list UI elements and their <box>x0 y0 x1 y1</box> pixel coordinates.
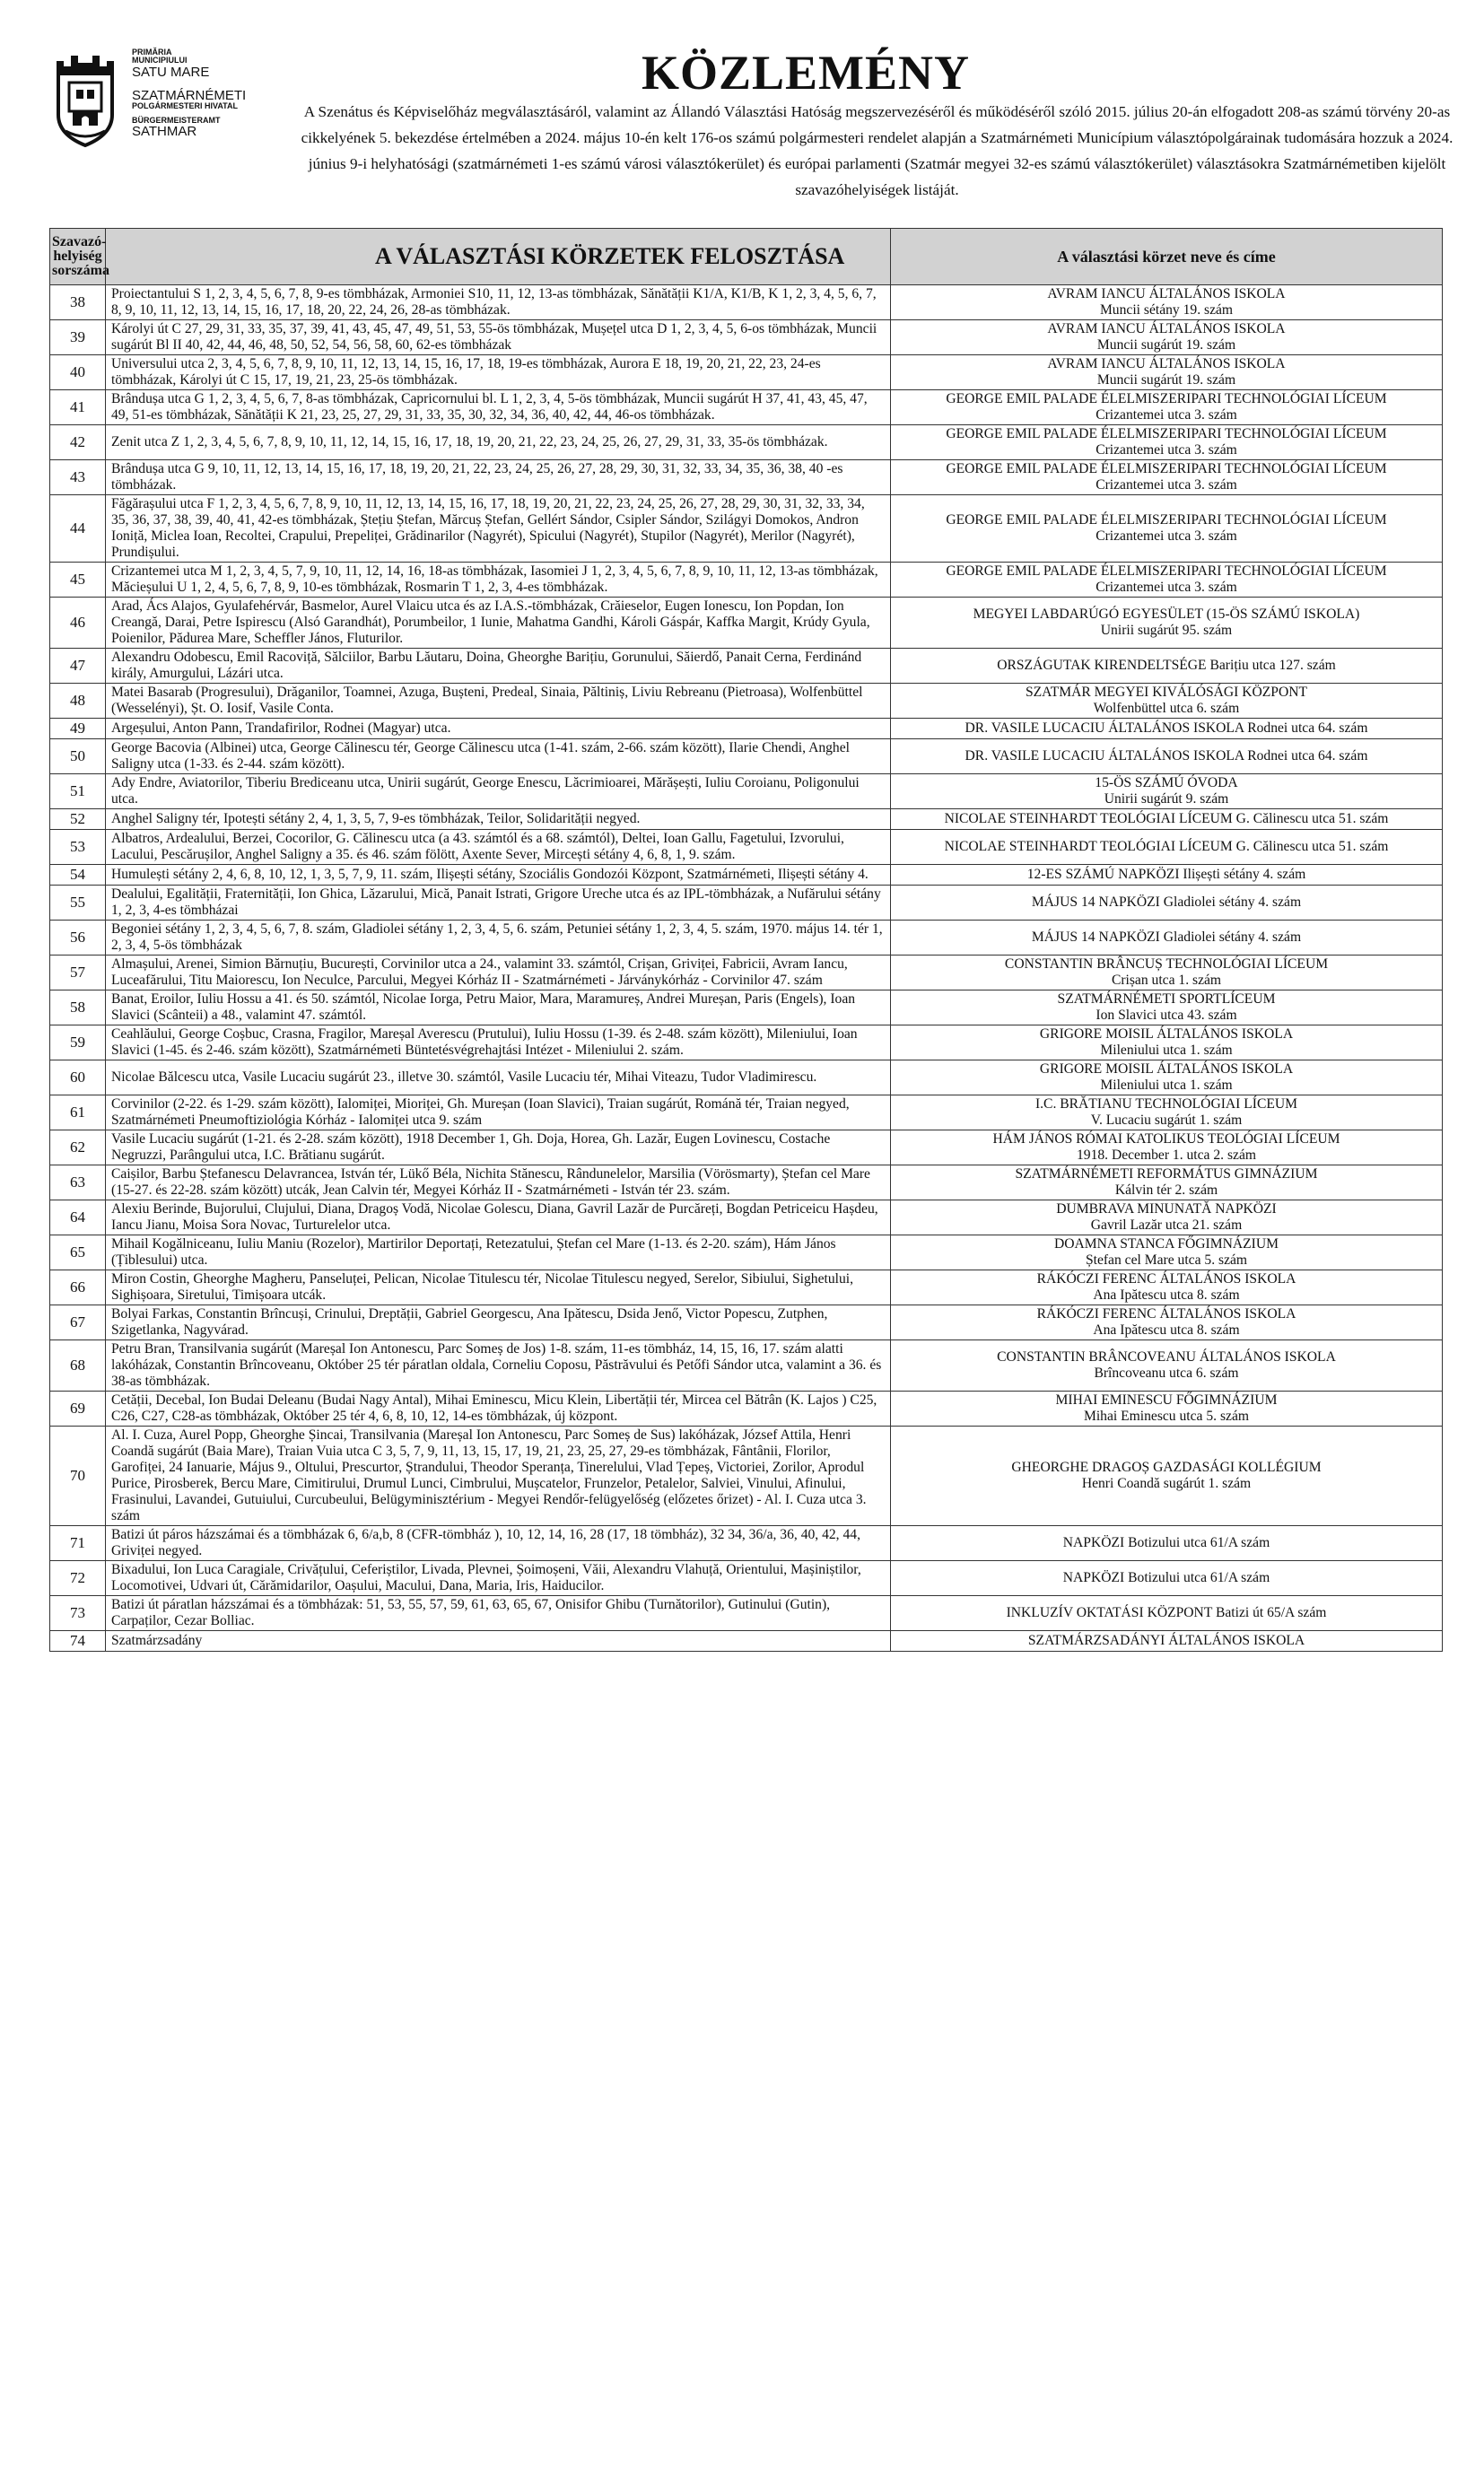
station-center <box>891 1130 1443 1165</box>
table-row <box>50 1340 1443 1392</box>
station-center <box>891 990 1443 1025</box>
center-name: NAPKÖZI Botizului utca 61/A szám <box>1062 1570 1270 1585</box>
station-center <box>891 460 1443 495</box>
station-streets: George Bacovia (Albinei) utca, George Călinescu tér, George Călinescu utca (1-41. szám, 2-66. szám között), Ilarie Chendi, Anghel Saligny utca (1-33. és 2-44. szám között). <box>106 739 891 774</box>
station-streets: Cetății, Decebal, Ion Budai Deleanu (Budai Nagy Antal), Mihai Eminescu, Micu Klein, Libertății tér, Mircea cel Bătrân (K. Lajos ) C25, C26, C27, C28-as tömbházak, Október 25 tér 4, 6, 8, 10, 12, 14-es tömbházak, új központ. <box>106 1392 891 1427</box>
center-name: GEORGE EMIL PALADE ÉLELMISZERIPARI TECHNOLÓGIAI LÍCEUM <box>946 391 1387 406</box>
table-row <box>50 355 1443 390</box>
station-number: 65 <box>50 1235 106 1270</box>
table-row <box>50 774 1443 809</box>
center-address: Wolfenbüttel utca 6. szám <box>1093 701 1240 716</box>
station-center <box>891 886 1443 921</box>
station-number: 57 <box>50 956 106 990</box>
station-number: 60 <box>50 1060 106 1095</box>
station-center <box>891 1340 1443 1392</box>
center-address: Ana Ipătescu utca 8. szám <box>1093 1322 1240 1338</box>
logo-text <box>132 48 246 139</box>
station-number: 41 <box>50 390 106 425</box>
column-header-center: A választási körzet neve és címe <box>891 229 1443 285</box>
station-number: 52 <box>50 809 106 830</box>
center-address: Henri Coandă sugárút 1. szám <box>1081 1476 1252 1491</box>
station-number: 39 <box>50 320 106 355</box>
station-center <box>891 285 1443 320</box>
center-address: Crizantemei utca 3. szám <box>1096 528 1237 544</box>
station-streets: Corvinilor (2-22. és 1-29. szám között), Ialomiței, Mioriței, Gh. Mureșan (Ioan Slavici), Traian sugárút, Románă tér, Traian negyed, Szatmárnémeti Pneumoftiziológia Kórház - Ialomiței utca 9. szám <box>106 1095 891 1130</box>
intro-paragraph: A Szenátus és Képviselőház megválasztásáról, valamint az Állandó Választási Hatóság megszervezéséről és működéséről szóló 2015. július 20-án elfogadott 208-as számú törvény 20-as cikkelyének 5. bekezdése értelmében a 2024. május 10-én kelt 176-os számú polgármesteri rendelet alapján a Szatmárnémeti Municípium választópolgárainak tudomására hozzuk a 2024. június 9-i helyhatósági (szatmárnémeti 1-es számú városi választókerület) és európai parlamenti (Szatmár megyei 32-es számú választókerület) választásokra Szatmárnémetiben kijelölt szavazóhelyiségek listáját. <box>301 103 1453 198</box>
station-number: 48 <box>50 684 106 719</box>
station-streets: Banat, Eroilor, Iuliu Hossu a 41. és 50. számtól, Nicolae Iorga, Petru Maior, Mara, Maramureș, Andrei Mureșan, Paris (Engels), Ioan Slavici (Scânteii) a 48., valamint 47. számtól. <box>106 990 891 1025</box>
logo-line: MUNICIPIULUI <box>132 56 188 65</box>
table-row <box>50 1427 1443 1526</box>
center-address: Kálvin tér 2. szám <box>1114 1182 1218 1198</box>
station-center <box>891 649 1443 684</box>
center-name: GRIGORE MOISIL ÁLTALÁNOS ISKOLA <box>1039 1061 1294 1077</box>
station-number: 46 <box>50 598 106 649</box>
station-center <box>891 809 1443 830</box>
station-number: 58 <box>50 990 106 1025</box>
center-name: SZATMÁR MEGYEI KIVÁLÓSÁGI KÖZPONT <box>1025 685 1308 700</box>
table-row <box>50 1631 1443 1652</box>
center-name: MIHAI EMINESCU FŐGIMNÁZIUM <box>1055 1392 1278 1408</box>
station-center <box>891 320 1443 355</box>
table-row <box>50 598 1443 649</box>
station-center <box>891 1025 1443 1060</box>
center-name: INKLUZÍV OKTATÁSI KÖZPONT Batizi út 65/A szám <box>1006 1605 1327 1620</box>
station-streets: Brândușa utca G 1, 2, 3, 4, 5, 6, 7, 8-as tömbházak, Capricornului bl. L 1, 2, 3, 4, 5-ös tömbházak, Muncii sugárút H 37, 41, 43, 45, 47, 49, 51-es tömbházak, Sănătății K 21, 23, 25, 27, 29, 31, 33, 35, 30, 32, 34, 36, 40, 42, 44, 46-os tömbházak. <box>106 390 891 425</box>
table-row <box>50 1200 1443 1235</box>
center-address: Ion Slavici utca 43. szám <box>1096 1008 1237 1023</box>
station-streets: Al. I. Cuza, Aurel Popp, Gheorghe Șincai, Transilvania (Mareșal Ion Antonescu, Parc Someș de Sus) lakóházak, József Attila, Henri Coandă sugárút (Baia Mare), Traian Vuia utca C 3, 5, 7, 9, 11, 13, 15, 17, 19, 21, 23, 25, 27, 29-es tömbházak, Fântânii, Florilor, Garofiței, 24 Ianuarie, Május 9., Oltului, Prescurtor, Ștrandului, Theodor Speranța, Tinerelului, Vlad Țepeș, Victoriei, Zorilor, Aprodul Purice, Pirosberek, Bercu Mare, Cimitirului, Drumul Lunci, Cimbrului, Mușcatelor, Frunzelor, Petalelor, Salviei, Vinului, Afinului, Frasinului, Lavandei, Gutuiului, Curcubeului, Belügyminisztérium - Megyei Rendőr-felügyelőség (előzetes őrizet) - Al. I. Cuza utca 3. szám <box>106 1427 891 1526</box>
station-center <box>891 956 1443 990</box>
station-center <box>891 1561 1443 1596</box>
station-center <box>891 774 1443 809</box>
table-row <box>50 1165 1443 1200</box>
station-number: 44 <box>50 495 106 563</box>
table-row <box>50 563 1443 598</box>
station-number: 53 <box>50 830 106 865</box>
center-name: MEGYEI LABDARÚGÓ EGYESÜLET (15-ÖS SZÁMÚ ISKOLA) <box>973 606 1360 622</box>
station-center <box>891 563 1443 598</box>
table-row <box>50 1392 1443 1427</box>
station-center <box>891 684 1443 719</box>
center-name: SZATMÁRZSADÁNYI ÁLTALÁNOS ISKOLA <box>1027 1633 1305 1648</box>
center-address: Mileniului utca 1. szám <box>1100 1043 1233 1058</box>
page-title: KÖZLEMÉNY <box>642 46 971 100</box>
table-row <box>50 1526 1443 1561</box>
center-address: Ana Ipătescu utca 8. szám <box>1093 1287 1240 1303</box>
station-center <box>891 1200 1443 1235</box>
center-name: AVRAM IANCU ÁLTALÁNOS ISKOLA <box>1047 286 1286 301</box>
station-streets: Argeșului, Anton Pann, Trandafirilor, Rodnei (Magyar) utca. <box>106 719 891 739</box>
table-row <box>50 990 1443 1025</box>
station-streets: Petru Bran, Transilvania sugárút (Mareșal Ion Antonescu, Parc Someș de Jos) 1-8. szám, 11-es tömbház, 14, 15, 16, 17. szám alatti lakóházak, Constantin Brîncoveanu, Október 25 tér páratlan oldala, Corneliu Coposu, Păstrăvului és Petőfi Sándor utca, valamint a 36. és 38-as tömbházak. <box>106 1340 891 1392</box>
center-address: Muncii sétány 19. szám <box>1099 302 1234 318</box>
station-streets: Humulești sétány 2, 4, 6, 8, 10, 12, 1, 3, 5, 7, 9, 11. szám, Ilișești sétány, Szociális Gondozói Központ, Szatmárnémeti, Ilișești sétány 4. <box>106 865 891 886</box>
center-name: 15-ÖS SZÁMÚ ÓVODA <box>1095 775 1238 790</box>
center-name: DOAMNA STANCA FŐGIMNÁZIUM <box>1053 1236 1279 1252</box>
station-center <box>891 830 1443 865</box>
logo-line: SZATMÁRNÉMETI <box>132 87 247 103</box>
center-name: GEORGE EMIL PALADE ÉLELMISZERIPARI TECHNOLÓGIAI LÍCEUM <box>946 563 1387 579</box>
table-row <box>50 1130 1443 1165</box>
center-name: CONSTANTIN BRÂNCOVEANU ÁLTALÁNOS ISKOLA <box>997 1349 1336 1365</box>
table-header-row <box>50 229 1443 285</box>
center-name: AVRAM IANCU ÁLTALÁNOS ISKOLA <box>1047 356 1286 371</box>
center-name: RÁKÓCZI FERENC ÁLTALÁNOS ISKOLA <box>1036 1271 1296 1287</box>
center-address: Gavril Lazăr utca 21. szám <box>1090 1217 1243 1233</box>
station-number: 42 <box>50 425 106 460</box>
station-streets: Zenit utca Z 1, 2, 3, 4, 5, 6, 7, 8, 9, 10, 11, 12, 14, 15, 16, 17, 18, 19, 20, 21, 22, 23, 24, 25, 26, 27, 29, 31, 33, 35-ös tömbházak. <box>106 425 891 460</box>
station-center <box>891 719 1443 739</box>
station-center <box>891 1305 1443 1340</box>
center-address: Muncii sugárút 19. szám <box>1096 372 1236 388</box>
center-name: DR. VASILE LUCACIU ÁLTALÁNOS ISKOLA Rodnei utca 64. szám <box>965 720 1368 736</box>
station-center <box>891 1631 1443 1652</box>
page-header <box>49 45 1453 224</box>
station-number: 68 <box>50 1340 106 1392</box>
station-streets: Ceahlăului, George Coșbuc, Crasna, Fragilor, Mareșal Averescu (Prutului), Iuliu Hossu (1-39. és 2-48. szám között), Mileniului, Ioan Slavici (1-45. és 2-46. szám között), Szatmárnémeti Büntetésvégrehajtási Intézet - Mileniului 2. szám. <box>106 1025 891 1060</box>
station-number: 72 <box>50 1561 106 1596</box>
table-row <box>50 495 1443 563</box>
station-streets: Almașului, Arenei, Simion Bărnuțiu, București, Corvinilor utca a 24., valamint 33. számtól, Crișan, Griviței, Fabricii, Avram Iancu, Luceafărului, Titu Maiorescu, Ion Neculce, Parcului, Megyei Kórház II - Szatmárnémeti - Járványkórház - Corvinilor 47. szám <box>106 956 891 990</box>
table-row <box>50 1305 1443 1340</box>
station-number: 45 <box>50 563 106 598</box>
station-streets: Brândușa utca G 9, 10, 11, 12, 13, 14, 15, 16, 17, 18, 19, 20, 21, 22, 23, 24, 25, 26, 27, 28, 29, 30, 31, 32, 33, 34, 35, 36, 38, 40 -es tömbházak. <box>106 460 891 495</box>
station-number: 43 <box>50 460 106 495</box>
station-number: 62 <box>50 1130 106 1165</box>
center-name: AVRAM IANCU ÁLTALÁNOS ISKOLA <box>1047 321 1286 336</box>
center-name: NICOLAE STEINHARDT TEOLÓGIAI LÍCEUM G. Călinescu utca 51. szám <box>944 811 1389 826</box>
center-address: Crizantemei utca 3. szám <box>1096 442 1237 458</box>
station-number: 51 <box>50 774 106 809</box>
station-center <box>891 1165 1443 1200</box>
column-header-number: Szavazó-helyiség sorszáma <box>50 229 106 285</box>
center-name: MÁJUS 14 NAPKÖZI Gladiolei sétány 4. szám <box>1031 929 1302 945</box>
station-streets: Albatros, Ardealului, Berzei, Cocorilor, G. Călinescu utca (a 43. számtól és a 68. számtól), Deltei, Ioan Gallu, Fagetului, Izvorului, Lacului, Pescărușilor, Anghel Saligny a 35. és 46. szám fölött, Axente Sever, Mircești sétány 4, 6, 8, 1, 9. szám. <box>106 830 891 865</box>
station-streets: Proiectantului S 1, 2, 3, 4, 5, 6, 7, 8, 9-es tömbházak, Armoniei S10, 11, 12, 13-as tömbházak, Sănătății K1/A, K1/B, K 1, 2, 3, 4, 5, 6, 7, 8, 9, 10, 11, 12, 13, 14, 15, 16, 17, 18, 20, 22, 24, 26, 28-as tömbházak. <box>106 285 891 320</box>
center-name: SZATMÁRNÉMETI SPORTLÍCEUM <box>1057 991 1276 1007</box>
center-name: GHEORGHE DRAGOȘ GAZDASÁGI KOLLÉGIUM <box>1011 1460 1322 1475</box>
station-streets: Făgărașului utca F 1, 2, 3, 4, 5, 6, 7, 8, 9, 10, 11, 12, 13, 14, 15, 16, 17, 18, 19, 20, 21, 22, 23, 24, 25, 26, 27, 28, 29, 30, 31, 32, 33, 34, 35, 36, 37, 38, 39, 40, 41, 42-es tömbházak, Ștețiu Ștefan, Mărcuș Ștefan, Gellért Sándor, Csipler Sándor, Szilágyi Domokos, Andron Ioniță, Miclea Ioan, Recoltei, Crapului, Prepeliței, Grădinarilor (Nagyrét), Spicului (Nagyrét), Stupilor (Nagyrét), Merilor (Nagyrét), Prundișului. <box>106 495 891 563</box>
center-address: Ștefan cel Mare utca 5. szám <box>1085 1252 1248 1268</box>
station-center <box>891 598 1443 649</box>
station-number: 67 <box>50 1305 106 1340</box>
station-streets: Alexandru Odobescu, Emil Racoviță, Sălciilor, Barbu Lăutaru, Doina, Gheorghe Barițiu, Gorunului, Săierdő, Panait Cerna, Ferdinánd király, Amurgului, Lázári utca. <box>106 649 891 684</box>
station-streets: Crizantemei utca M 1, 2, 3, 4, 5, 7, 9, 10, 11, 12, 14, 16, 18-as tömbházak, Iasomiei J 1, 2, 3, 4, 5, 6, 7, 8, 9, 10, 11, 12, 13-as tömbházak, Măcieșului U 1, 2, 4, 5, 6, 7, 8, 9, 10-es tömbházak, Rosmarin T 1, 2, 3, 4-es tömbházak. <box>106 563 891 598</box>
station-center <box>891 1392 1443 1427</box>
station-center <box>891 1270 1443 1305</box>
center-name: DUMBRAVA MINUNATĂ NAPKÖZI <box>1056 1201 1277 1217</box>
station-streets: Arad, Ács Alajos, Gyulafehérvár, Basmelor, Aurel Vlaicu utca és az I.A.S.-tömbházak, Crăieselor, Eugen Ionescu, Ion Popdan, Ion Creangă, Darai, Petre Ispirescu (Alsó Garandhát), Porumbeilor, 1 Iunie, Mahatma Gandhi, Károli Gáspár, Kaffka Margit, Krúdy Gyula, Poienilor, Pădurea Mare, Scheffler János, Fluturilor. <box>106 598 891 649</box>
station-center <box>891 1427 1443 1526</box>
center-name: 12-ES SZÁMÚ NAPKÖZI Ilișești sétány 4. szám <box>1026 867 1306 882</box>
table-row <box>50 425 1443 460</box>
center-name: GEORGE EMIL PALADE ÉLELMISZERIPARI TECHNOLÓGIAI LÍCEUM <box>946 426 1387 441</box>
station-number: 47 <box>50 649 106 684</box>
center-name: ORSZÁGUTAK KIRENDELTSÉGE Barițiu utca 127. szám <box>997 658 1336 673</box>
station-number: 59 <box>50 1025 106 1060</box>
station-streets: Matei Basarab (Progresului), Drăganilor, Toamnei, Azuga, Bușteni, Predeal, Sinaia, Păltiniș, Liviu Rebreanu (Pietroasa), Wolfenbüttel (Wesselényi), Șt. O. Iosif, Vasile Conta. <box>106 684 891 719</box>
station-streets: Mihail Kogălniceanu, Iuliu Maniu (Rozelor), Martirilor Deportați, Retezatului, Ștefan cel Mare (1-13. és 2-20. szám), Hám János (Țiblesului) utca. <box>106 1235 891 1270</box>
station-center <box>891 355 1443 390</box>
table-row <box>50 1060 1443 1095</box>
station-number: 49 <box>50 719 106 739</box>
station-center <box>891 865 1443 886</box>
station-center <box>891 1596 1443 1631</box>
center-address: Brîncoveanu utca 6. szám <box>1094 1366 1239 1381</box>
station-center <box>891 739 1443 774</box>
table-row <box>50 886 1443 921</box>
logo-line: PRIMĂRIA <box>132 48 172 57</box>
station-center <box>891 1235 1443 1270</box>
table-row <box>50 1596 1443 1631</box>
center-address: Unirii sugárút 95. szám <box>1100 623 1233 638</box>
center-name: GEORGE EMIL PALADE ÉLELMISZERIPARI TECHNOLÓGIAI LÍCEUM <box>946 512 1387 528</box>
station-streets: Batizi út páros házszámai és a tömbházak 6, 6/a,b, 8 (CFR-tömbház ), 10, 12, 14, 16, 28 (17, 18 tömbház), 32 34, 36/a, 36, 40, 42, 44, Griviței negyed. <box>106 1526 891 1561</box>
station-number: 73 <box>50 1596 106 1631</box>
station-streets: Vasile Lucaciu sugárút (1-21. és 2-28. szám között), 1918 December 1, Gh. Doja, Horea, Gh. Lazăr, Eugen Lovinescu, Costache Negruzzi, Parângului utca, I.C. Brătianu sugárút. <box>106 1130 891 1165</box>
center-address: Crizantemei utca 3. szám <box>1096 407 1237 423</box>
center-address: Mihai Eminescu utca 5. szám <box>1083 1409 1250 1424</box>
station-number: 66 <box>50 1270 106 1305</box>
polling-stations-table <box>49 228 1443 1652</box>
station-center <box>891 495 1443 563</box>
station-number: 69 <box>50 1392 106 1427</box>
center-address: Mileniului utca 1. szám <box>1100 1078 1233 1093</box>
station-streets: Dealului, Egalității, Fraternității, Ion Ghica, Lăzarului, Mică, Panait Istrati, Grigore Ureche utca és az IPL-tömbházak, a Nufărului sétány 1, 2, 3, 4-es tömbházai <box>106 886 891 921</box>
table-row <box>50 1095 1443 1130</box>
table-row <box>50 684 1443 719</box>
table-row <box>50 921 1443 956</box>
center-address: 1918. December 1. utca 2. szám <box>1076 1148 1257 1163</box>
station-number: 38 <box>50 285 106 320</box>
station-center <box>891 1526 1443 1561</box>
center-name: CONSTANTIN BRÂNCUȘ TECHNOLÓGIAI LÍCEUM <box>1004 956 1329 972</box>
center-address: Unirii sugárút 9. szám <box>1104 791 1229 807</box>
logo-line: SATU MARE <box>132 64 210 80</box>
station-number: 70 <box>50 1427 106 1526</box>
station-streets: Bixadului, Ion Luca Caragiale, Crivățului, Ceferiștilor, Livada, Plevnei, Șoimoșeni, Văii, Alexandru Vlahuță, Orientului, Mașiniștilor, Locomotivei, Udvari út, Cărămidarilor, Oașului, Macului, Dana, Maria, Iris, Haiducilor. <box>106 1561 891 1596</box>
table-row <box>50 460 1443 495</box>
table-row <box>50 1025 1443 1060</box>
table-row <box>50 830 1443 865</box>
column-header-division: A VÁLASZTÁSI KÖRZETEK FELOSZTÁSA <box>106 229 891 285</box>
station-number: 63 <box>50 1165 106 1200</box>
station-streets: Caișilor, Barbu Ștefanescu Delavrancea, István tér, Lükő Béla, Nichita Stănescu, Rândunelelor, Marsilia (Vörösmarty), Ștefan cel Mare (15-27. és 22-28. szám között) utcák, Jean Calvin tér, Megyei Kórház II - Szatmárnémeti - István tér 23. szám. <box>106 1165 891 1200</box>
center-address: V. Lucaciu sugárút 1. szám <box>1090 1113 1243 1128</box>
station-number: 56 <box>50 921 106 956</box>
coat-of-arms-icon <box>49 45 121 153</box>
logo-line: BÜRGERMEISTERAMT <box>132 115 221 125</box>
table-row <box>50 865 1443 886</box>
table-row <box>50 956 1443 990</box>
station-streets: Szatmárzsadány <box>106 1631 891 1652</box>
station-center <box>891 1060 1443 1095</box>
station-number: 55 <box>50 886 106 921</box>
table-row <box>50 739 1443 774</box>
station-streets: Batizi út páratlan házszámai és a tömbházak: 51, 53, 55, 57, 59, 61, 63, 65, 67, Onisifor Ghibu (Turnătorilor), Gutinului (Gutin), Carpaților, Cezar Bolliac. <box>106 1596 891 1631</box>
table-row <box>50 390 1443 425</box>
center-name: I.C. BRĂTIANU TECHNOLÓGIAI LÍCEUM <box>1034 1096 1298 1112</box>
table-row <box>50 285 1443 320</box>
table-row <box>50 719 1443 739</box>
station-center <box>891 425 1443 460</box>
station-number: 64 <box>50 1200 106 1235</box>
station-number: 40 <box>50 355 106 390</box>
table-row <box>50 809 1443 830</box>
center-name: NAPKÖZI Botizului utca 61/A szám <box>1062 1535 1270 1550</box>
center-address: Muncii sugárút 19. szám <box>1096 337 1236 353</box>
station-center <box>891 1095 1443 1130</box>
station-streets: Anghel Saligny tér, Ipotești sétány 2, 4, 1, 3, 5, 7, 9-es tömbházak, Teilor, Solidarității negyed. <box>106 809 891 830</box>
center-name: DR. VASILE LUCACIU ÁLTALÁNOS ISKOLA Rodnei utca 64. szám <box>965 748 1368 764</box>
logo-line: SATHMAR <box>132 124 197 140</box>
station-streets: Alexiu Berinde, Bujorului, Clujului, Diana, Dragoș Vodă, Nicolae Golescu, Diana, Gavril Lazăr de Purcăreți, Bogdan Petriceicu Hașdeu, Iancu Jianu, Moisa Sora Novac, Turturelelor utca. <box>106 1200 891 1235</box>
center-name: MÁJUS 14 NAPKÖZI Gladiolei sétány 4. szám <box>1031 894 1302 910</box>
center-name: HÁM JÁNOS RÓMAI KATOLIKUS TEOLÓGIAI LÍCEUM <box>992 1131 1340 1147</box>
table-row <box>50 1235 1443 1270</box>
station-streets: Miron Costin, Gheorghe Magheru, Panseluței, Pelican, Nicolae Titulescu tér, Nicolae Titulescu negyed, Serelor, Sibiului, Sighetului, Sighișoara, Siretului, Timișoara utcák. <box>106 1270 891 1305</box>
station-streets: Károlyi út C 27, 29, 31, 33, 35, 37, 39, 41, 43, 45, 47, 49, 51, 53, 55-ös tömbházak, Mușețel utca D 1, 2, 3, 4, 5, 6-os tömbházak, Muncii sugárút Bl II 40, 42, 44, 46, 48, 50, 52, 54, 56, 58, 60, 62-es tömbházak <box>106 320 891 355</box>
station-number: 74 <box>50 1631 106 1652</box>
table-row <box>50 1561 1443 1596</box>
table-row <box>50 1270 1443 1305</box>
center-name: GRIGORE MOISIL ÁLTALÁNOS ISKOLA <box>1039 1026 1294 1042</box>
table-row <box>50 320 1443 355</box>
center-name: SZATMÁRNÉMETI REFORMÁTUS GIMNÁZIUM <box>1015 1166 1318 1182</box>
station-center <box>891 921 1443 956</box>
station-streets: Nicolae Bălcescu utca, Vasile Lucaciu sugárút 23., illetve 30. számtól, Vasile Lucaciu tér, Mihai Viteazu, Tudor Vladimirescu. <box>106 1060 891 1095</box>
station-center <box>891 390 1443 425</box>
table-body <box>50 285 1443 1652</box>
logo-line: POLGÁRMESTERI HIVATAL <box>132 101 238 111</box>
center-name: GEORGE EMIL PALADE ÉLELMISZERIPARI TECHNOLÓGIAI LÍCEUM <box>946 461 1387 476</box>
station-streets: Begoniei sétány 1, 2, 3, 4, 5, 6, 7, 8. szám, Gladiolei sétány 1, 2, 3, 4, 5, 6. szám, Petuniei sétány 1, 2, 3, 4, 5. szám, 1970. május 14. tér 1, 2, 3, 4, 5-ös tömbházak <box>106 921 891 956</box>
center-address: Crișan utca 1. szám <box>1111 973 1222 988</box>
station-number: 54 <box>50 865 106 886</box>
center-address: Crizantemei utca 3. szám <box>1096 477 1237 493</box>
station-streets: Universului utca 2, 3, 4, 5, 6, 7, 8, 9, 10, 11, 12, 13, 14, 15, 16, 17, 18, 19-es tömbházak, Aurora E 18, 19, 20, 21, 22, 23, 24-es tömbházak, Károlyi út C 15, 17, 19, 21, 23, 25-ös tömbházak. <box>106 355 891 390</box>
station-streets: Ady Endre, Aviatorilor, Tiberiu Brediceanu utca, Unirii sugárút, George Enescu, Lăcrimioarei, Mărășești, Iuliu Coroianu, Poligonului utca. <box>106 774 891 809</box>
center-name: NICOLAE STEINHARDT TEOLÓGIAI LÍCEUM G. Călinescu utca 51. szám <box>944 839 1389 854</box>
station-number: 71 <box>50 1526 106 1561</box>
center-name: RÁKÓCZI FERENC ÁLTALÁNOS ISKOLA <box>1036 1306 1296 1322</box>
table-row <box>50 649 1443 684</box>
station-number: 61 <box>50 1095 106 1130</box>
station-streets: Bolyai Farkas, Constantin Brîncuși, Crinului, Dreptății, Gabriel Georgescu, Ana Ipătescu, Dsida Jenő, Victor Popescu, Zutphen, Szigetlanka, Nagyvárad. <box>106 1305 891 1340</box>
station-number: 50 <box>50 739 106 774</box>
city-logo <box>49 45 256 161</box>
center-address: Crizantemei utca 3. szám <box>1096 580 1237 595</box>
